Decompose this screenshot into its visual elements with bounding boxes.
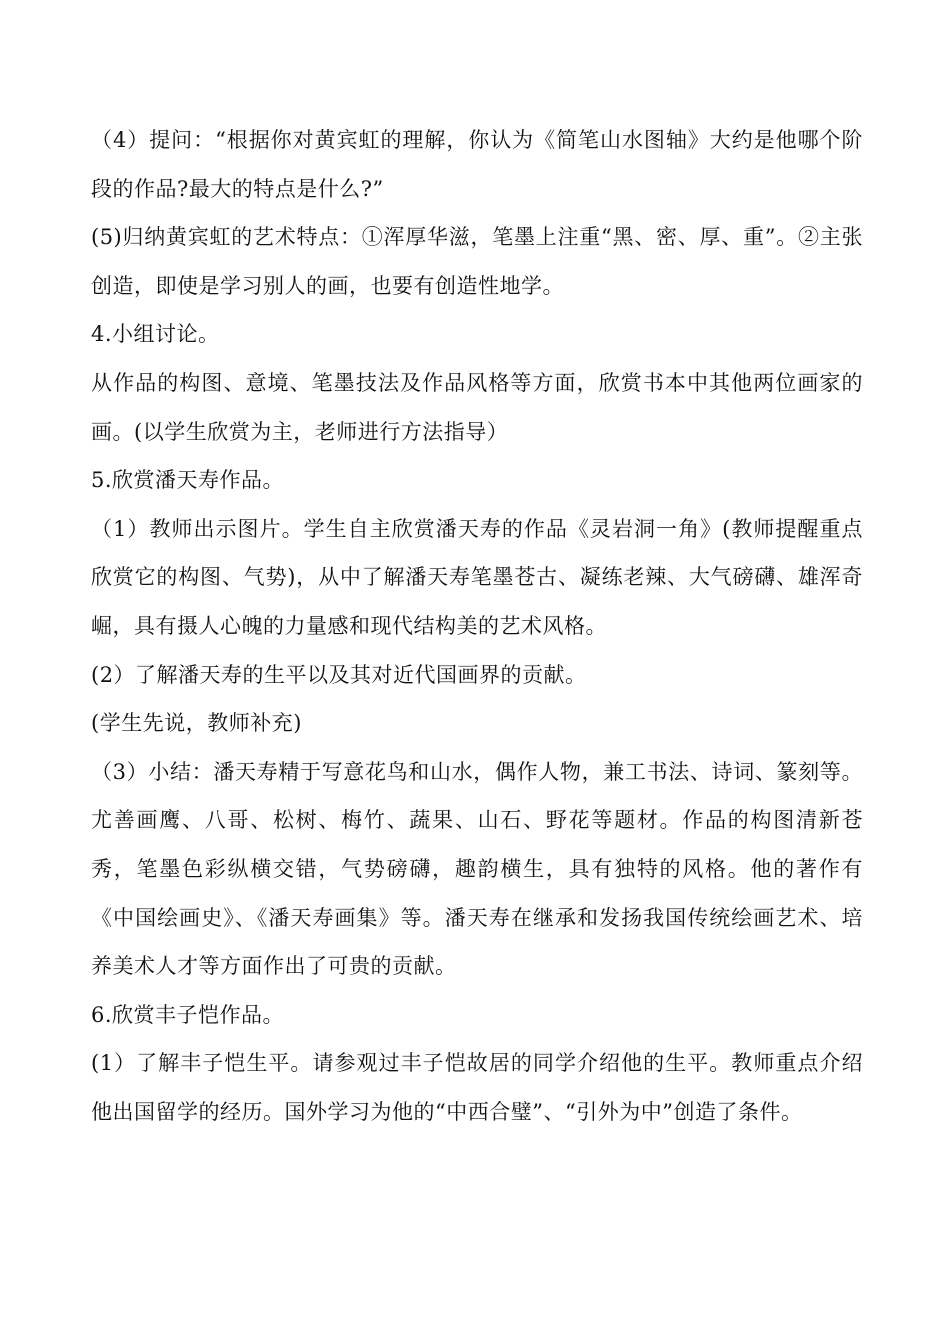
document-page — [91, 116, 863, 1136]
paragraph-discussion: 从作品的构图、意境、笔墨技法及作品风格等方面，欣赏书本中其他两位画家的画。(以学生欣赏为主，老师进行方法指导） — [91, 370, 863, 444]
section-heading-4: 4.小组讨论。 — [91, 322, 220, 347]
paragraph-pan-3: （3）小结：潘天寿精于写意花鸟和山水，偶作人物，兼工书法、诗词、篆刻等。尤善画鹰、八哥、松树、梅竹、蔬果、山石、野花等题材。作品的构图清新苍秀，笔墨色彩纵横交错，气势磅礴，趣韵横生，具有独特的风格。他的著作有《中国绘画史》、《潘天寿画集》等。潘天寿在继承和发扬我国传统绘画艺术、培养美术人才等方面作出了可贵的贡献。 — [91, 759, 863, 979]
paragraph-feng-1: (1）了解丰子恺生平。请参观过丰子恺故居的同学介绍他的生平。教师重点介绍他出国留学的经历。国外学习为他的“中西合璧”、“引外为中”创造了条件。 — [91, 1051, 863, 1124]
paragraph-summary-5: (5)归纳黄宾虹的艺术特点：①浑厚华滋，笔墨上注重“黑、密、厚、重”。②主张创造，即使是学习别人的画，也要有创造性地学。 — [91, 225, 863, 298]
paragraph-question-4: （4）提问：“根据你对黄宾虹的理解，你认为《简笔山水图轴》大约是他哪个阶段的作品?最大的特点是什么?” — [91, 128, 863, 201]
section-heading-5: 5.欣赏潘天寿作品。 — [91, 468, 285, 493]
section-heading-6: 6.欣赏丰子恺作品。 — [91, 1002, 285, 1027]
paragraph-pan-note: (学生先说，教师补充) — [91, 711, 302, 736]
paragraph-pan-2: (2）了解潘天寿的生平以及其对近代国画界的贡献。 — [91, 662, 587, 687]
paragraph-pan-1: （1）教师出示图片。学生自主欣赏潘天寿的作品《灵岩洞一角》(教师提醒重点欣赏它的构图、气势)，从中了解潘天寿笔墨苍古、凝练老辣、大气磅礴、雄浑奇崛，具有摄人心魄的力量感和现代结构美的艺术风格。 — [91, 516, 863, 638]
